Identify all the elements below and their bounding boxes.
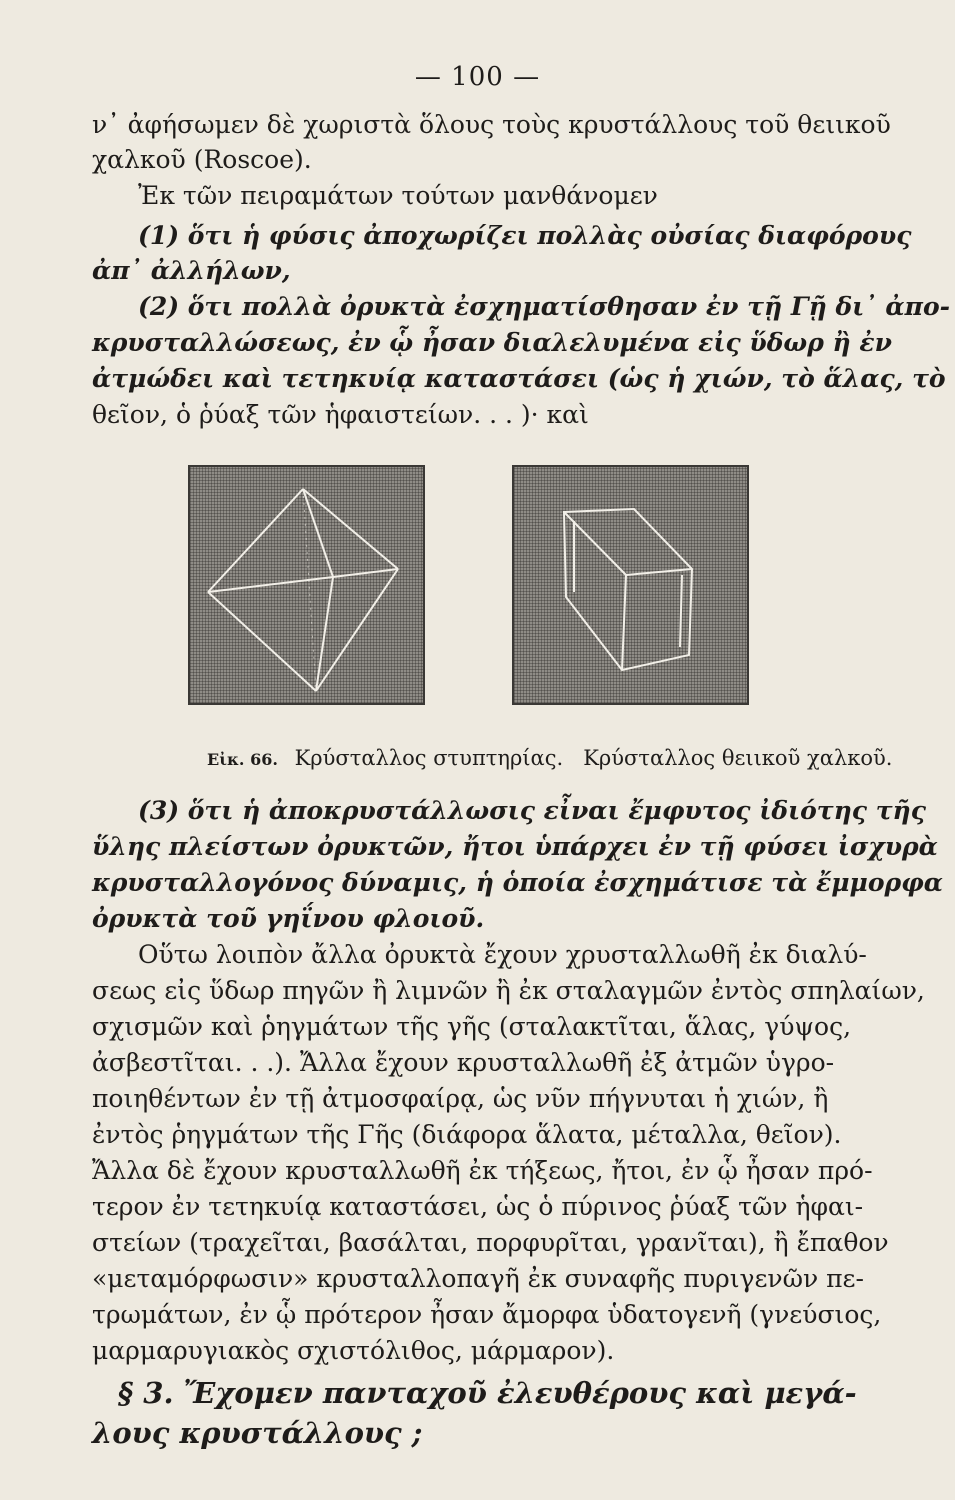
figure-number: Εἰκ. 66. bbox=[207, 750, 278, 769]
section-heading-cont: λους κρυστάλλους ; bbox=[92, 1416, 423, 1450]
caption-left: Κρύσταλλος στυπτηρίας. bbox=[294, 746, 564, 770]
point-3-line: (3) ὅτι ἡ ἀποκρυστάλλωσις εἶναι ἔμφυτος ἰδιότης τῆς bbox=[138, 796, 926, 825]
paragraph-line: σεως εἰς ὕδωρ πηγῶν ἢ λιμνῶν ἢ ἐκ σταλαγμῶν ἐντὸς σπηλαίων, bbox=[92, 976, 925, 1005]
point-3-line: ὀρυκτὰ τοῦ γηΐνου φλοιοῦ. bbox=[92, 904, 485, 933]
paragraph-line: ἐντὸς ῥηγμάτων τῆς Γῆς (διάφορα ἅλατα, μέταλλα, θεῖον). bbox=[92, 1120, 842, 1149]
section-heading: § 3. Ἔχομεν πανταχοῦ ἐλευθέρους καὶ μεγά- bbox=[118, 1376, 857, 1410]
point-2-line: (2) ὅτι πολλὰ ὀρυκτὰ ἐσχηματίσθησαν ἐν τῇ Γῇ δι᾽ ἀπο- bbox=[138, 292, 951, 321]
alum-crystal-figure bbox=[188, 465, 425, 705]
point-2-line: θεῖον, ὁ ῥύαξ τῶν ἡφαιστείων. . . )· καὶ bbox=[92, 400, 589, 429]
copper-sulphate-crystal-figure bbox=[512, 465, 749, 705]
paragraph-line: «μεταμόρφωσιν» κρυσταλλοπαγῆ ἐκ συναφῆς πυριγενῶν πε- bbox=[92, 1264, 864, 1293]
paragraph-line: στείων (τραχεῖται, βασάλται, πορφυρῖται, γρανῖται), ἢ ἔπαθον bbox=[92, 1228, 889, 1257]
paragraph-line: ποιηθέντων ἐν τῇ ἀτμοσφαίρᾳ, ὡς νῦν πήγνυται ἡ χιών, ἢ bbox=[92, 1084, 829, 1113]
text-line: Ἐκ τῶν πειραμάτων τούτων μανθάνομεν bbox=[138, 181, 658, 210]
paragraph-line: Ἄλλα δὲ ἔχουν κρυσταλλωθῆ ἐκ τήξεως, ἤτοι, ἐν ᾧ ἦσαν πρό- bbox=[92, 1156, 873, 1185]
caption-right: Κρύσταλλος θειικοῦ χαλκοῦ. bbox=[583, 746, 893, 770]
point-2-line: κρυσταλλώσεως, ἐν ᾧ ἦσαν διαλελυμένα εἰς ὕδωρ ἢ ἐν bbox=[92, 328, 892, 357]
figure-caption bbox=[207, 746, 892, 770]
paragraph-line: τερον ἐν τετηκυίᾳ καταστάσει, ὡς ὁ πύρινος ῥύαξ τῶν ἡφαι- bbox=[92, 1192, 864, 1221]
octahedron-drawing bbox=[190, 467, 423, 703]
paragraph-line: τρωμάτων, ἐν ᾧ πρότερον ἦσαν ἄμορφα ὑδατογενῆ (γνεύσιος, bbox=[92, 1300, 882, 1329]
paragraph-line: ἀσβεστῖται. . .). Ἄλλα ἔχουν κρυσταλλωθῆ ἐξ ἀτμῶν ὑγρο- bbox=[92, 1048, 835, 1077]
text-line: χαλκοῦ (Roscoe). bbox=[92, 145, 312, 174]
point-3-line: ὕλης πλείστων ὀρυκτῶν, ἤτοι ὑπάρχει ἐν τῇ φύσει ἰσχυρὰ bbox=[92, 832, 938, 861]
point-3-line: κρυσταλλογόνος δύναμις, ἡ ὁποία ἐσχημάτισε τὰ ἔμμορφα bbox=[92, 868, 944, 897]
paragraph-line: σχισμῶν καὶ ῥηγμάτων τῆς γῆς (σταλακτῖται, ἅλας, γύψος, bbox=[92, 1012, 852, 1041]
prism-crystal-drawing bbox=[514, 467, 747, 703]
text-line: ν᾽ ἀφήσωμεν δὲ χωριστὰ ὅλους τοὺς κρυστάλλους τοῦ θειικοῦ bbox=[92, 110, 891, 139]
page-number: — 100 — bbox=[414, 62, 541, 92]
paragraph-line: μαρμαρυγιακὸς σχιστόλιθος, μάρμαρον). bbox=[92, 1336, 615, 1365]
point-2-line: ἀτμώδει καὶ τετηκυίᾳ καταστάσει (ὡς ἡ χιών, τὸ ἅλας, τὸ bbox=[92, 364, 946, 393]
paragraph-line: Οὕτω λοιπὸν ἄλλα ὀρυκτὰ ἔχουν χρυσταλλωθῆ ἐκ διαλύ- bbox=[138, 940, 867, 969]
point-1-line: ἀπ᾽ ἀλλήλων, bbox=[92, 256, 291, 285]
point-1-line: (1) ὅτι ἡ φύσις ἀποχωρίζει πολλὰς οὐσίας διαφόρους bbox=[138, 221, 912, 250]
